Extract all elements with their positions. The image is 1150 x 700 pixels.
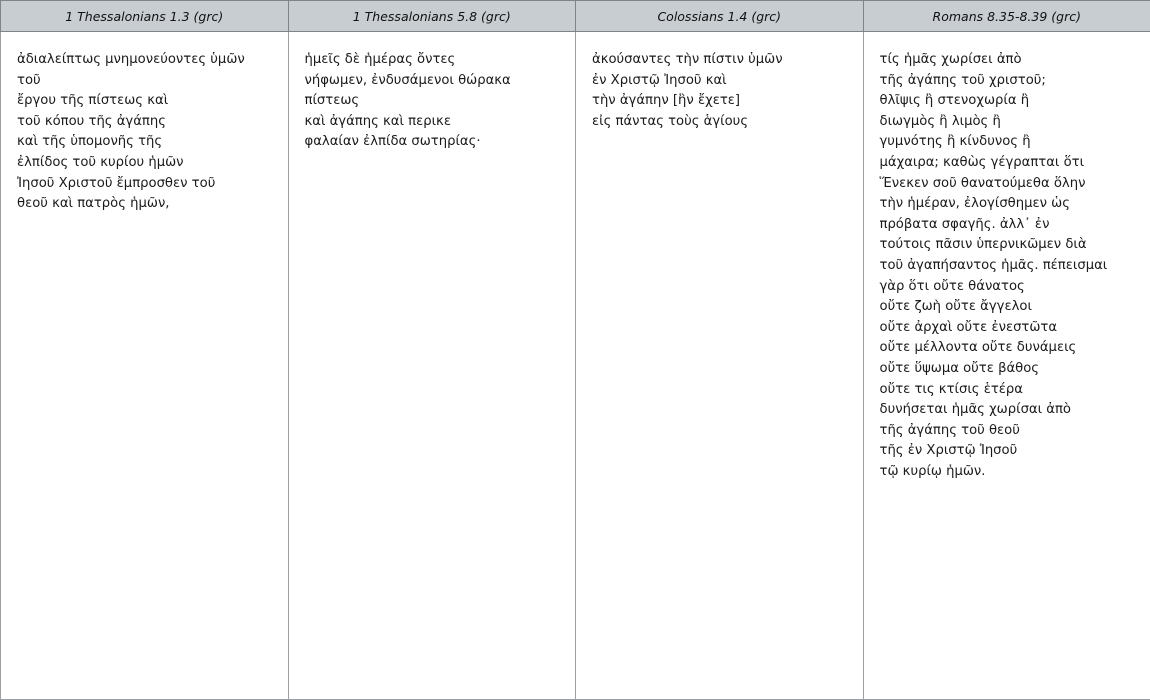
verse-line: τούτοις πᾶσιν ὑπερνικῶμεν διὰ	[879, 237, 1087, 253]
column-header-1: 1 Thessalonians 1.3 (grc)	[1, 1, 289, 32]
verse-line: γυμνότης ἢ κίνδυνος ἢ	[879, 134, 1031, 150]
passage-text-1	[17, 50, 272, 215]
verse-line: οὔτε ὕψωμα οὔτε βάθος	[879, 360, 1040, 376]
passage-text-4	[880, 50, 1135, 482]
passage-cell-3	[576, 32, 864, 700]
verse-line: τῷ κυρίῳ ἡμῶν.	[879, 463, 986, 479]
table-header-row	[1, 1, 1150, 32]
verse-line: ἀδιαλείπτως μνημονεύοντες ὑμῶν τοῦ	[17, 52, 249, 88]
verse-line: ἔργου τῆς πίστεως καὶ	[17, 93, 169, 109]
verse-line: τίς ἡμᾶς χωρίσει ἀπὸ	[879, 52, 1022, 67]
verse-line: ἐν Χριστῷ Ἰησοῦ καὶ	[592, 72, 727, 88]
verse-line: ἀκούσαντες τὴν πίστιν ὑμῶν	[592, 52, 783, 67]
passage-cell-2	[288, 32, 576, 700]
verse-line: μάχαιρα; καθὼς γέγραπται ὅτι	[879, 154, 1085, 170]
verse-line: οὔτε ζωὴ οὔτε ἄγγελοι	[879, 299, 1032, 315]
verse-line: οὔτε τις κτίσις ἑτέρα	[879, 381, 1023, 397]
verse-line: θλῖψις ἢ στενοχωρία ἢ	[879, 93, 1030, 109]
verse-line: τῆς ἀγάπης τοῦ χριστοῦ;	[879, 72, 1046, 88]
verse-line: θεοῦ καὶ πατρὸς ἡμῶν,	[17, 196, 170, 212]
verse-line: διωγμὸς ἢ λιμὸς ἢ	[879, 113, 1001, 129]
passage-cell-4	[863, 32, 1150, 700]
passage-text-2	[305, 50, 560, 153]
verse-line: πρόβατα σφαγῆς. ἀλλ᾽ ἐν	[879, 216, 1050, 232]
verse-line: Ἕνεκεν σοῦ θανατούμεθα ὅλην	[879, 175, 1086, 191]
verse-line: οὔτε ἀρχαὶ οὔτε ἐνεστῶτα	[879, 319, 1058, 335]
verse-line: εἰς πάντας τοὺς ἁγίους	[592, 113, 749, 129]
verse-line: τοῦ ἀγαπήσαντος ἡμᾶς. πέπεισμαι	[879, 257, 1108, 273]
verse-line: οὔτε μέλλοντα οὔτε δυνάμεις	[879, 340, 1077, 356]
verse-line: τῆς ἐν Χριστῷ Ἰησοῦ	[879, 443, 1018, 459]
verse-line: τῆς ἀγάπης τοῦ θεοῦ	[879, 422, 1020, 438]
verse-line: καὶ ἀγάπης καὶ περικε	[304, 113, 451, 129]
verse-line: δυνήσεται ἡμᾶς χωρίσαι ἀπὸ	[879, 402, 1071, 418]
verse-line: γὰρ ὅτι οὔτε θάνατος	[879, 278, 1025, 294]
verse-line: τοῦ κόπου τῆς ἀγάπης	[17, 113, 166, 129]
verse-line: Ἰησοῦ Χριστοῦ ἔμπροσθεν τοῦ	[17, 175, 216, 191]
verse-line: φαλαίαν ἐλπίδα σωτηρίας·	[304, 134, 481, 150]
column-header-3: Colossians 1.4 (grc)	[576, 1, 864, 32]
column-header-4: Romans 8.35-8.39 (grc)	[863, 1, 1150, 32]
table-row	[1, 32, 1150, 700]
verse-line: τὴν ἀγάπην [ἣν ἔχετε]	[592, 93, 741, 109]
verse-line: ἐλπίδος τοῦ κυρίου ἡμῶν	[17, 154, 184, 170]
column-header-2: 1 Thessalonians 5.8 (grc)	[288, 1, 576, 32]
verse-line: τὴν ἡμέραν, ἐλογίσθημεν ὡς	[879, 196, 1070, 212]
verse-line: καὶ τῆς ὑπομονῆς τῆς	[17, 134, 163, 150]
passage-text-3	[592, 50, 847, 132]
verse-line: νήφωμεν, ἐνδυσάμενοι θώρακα πίστεως	[304, 72, 515, 109]
passage-cell-1	[1, 32, 289, 700]
verse-line: ἡμεῖς δὲ ἡμέρας ὄντες	[304, 52, 456, 67]
